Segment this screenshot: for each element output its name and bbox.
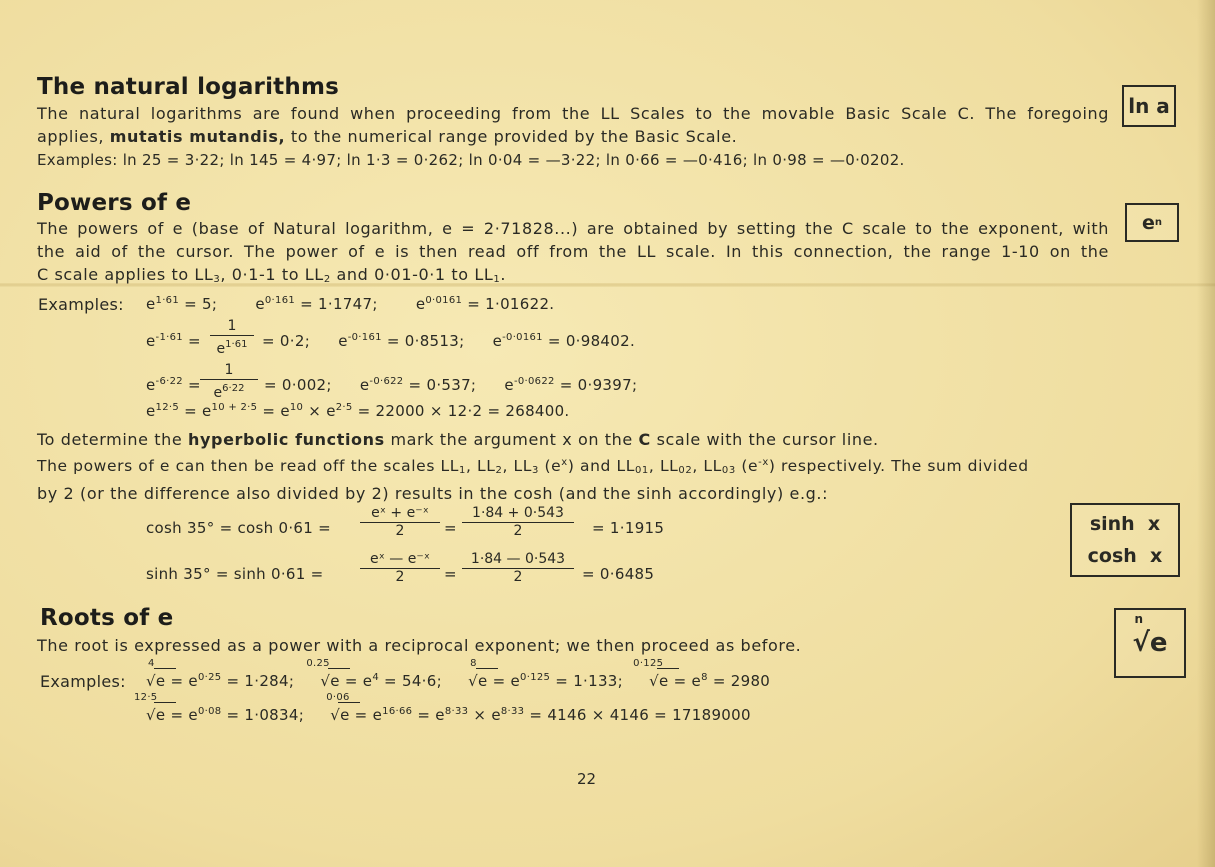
page-number: 22 xyxy=(577,770,597,788)
exp: 8·33 xyxy=(500,706,525,717)
t: , LL xyxy=(692,457,722,475)
sub: 2 xyxy=(323,274,331,285)
exp: -0·161 xyxy=(347,332,382,343)
radical: n √e xyxy=(1132,612,1168,658)
powers-paragraph xyxy=(37,217,1109,291)
box-sinh-cosh xyxy=(1070,503,1180,577)
powers-examples-label: Examples: xyxy=(38,295,124,314)
t: (e xyxy=(538,457,562,475)
exp: -1·61 xyxy=(155,332,183,343)
s: 02 xyxy=(678,465,693,476)
t: = e xyxy=(487,672,521,690)
exp: 0·125 xyxy=(520,672,551,683)
natural-log-examples: Examples: ln 25 = 3·22; ln 145 = 4·97; ln 1·3 = 0·262; ln 0·04 = —3·22; ln 0·66 = —0·416; ln 0·98 = —0·0202. xyxy=(37,151,905,169)
numerator: 1·84 + 0·543 xyxy=(472,505,564,521)
heading-roots-of-e: Roots of e xyxy=(40,605,174,631)
s: 3 xyxy=(532,465,539,476)
base: e xyxy=(146,295,156,313)
s: 1 xyxy=(459,465,466,476)
t: = e xyxy=(349,706,383,724)
result: = 0·2; xyxy=(262,332,311,350)
exp: 6·22 xyxy=(222,383,245,394)
radical: 4 √e xyxy=(146,672,165,690)
t: ) and LL xyxy=(567,457,635,475)
denominator: $e^{6\cdot 22}$ xyxy=(213,383,245,401)
text: and 0·01-0·1 to LL xyxy=(330,265,494,284)
text: . xyxy=(500,265,507,284)
radical: 8 √e xyxy=(468,672,487,690)
roots-line-1: The root is expressed as a power with a reciprocal exponent; we then proceed as before. xyxy=(37,636,802,655)
powers-row-2-rhs: = 0·2; $e^{-0\cdot 161} = 0\cdot 8513$; $e^{-0\cdot 0161} = 0\cdot 98402$. xyxy=(262,332,636,350)
base: e xyxy=(255,295,265,313)
exp: 4 xyxy=(372,672,379,683)
numerator: eˣ + e⁻ˣ xyxy=(371,505,429,521)
result: = 22000 × 12·2 = 268400. xyxy=(352,402,570,420)
powers-row-2-lhs: $e^{-1\cdot 61}$ = xyxy=(146,332,201,350)
radicand: e xyxy=(155,672,166,690)
heading-natural-logarithms: The natural logarithms xyxy=(37,74,340,100)
text: to the numerical range provided by the Basic Scale. xyxy=(290,127,738,146)
exp: 0·08 xyxy=(197,706,222,717)
t: , LL xyxy=(648,457,679,475)
root-index: n xyxy=(1134,612,1144,626)
t: = 1·0834; xyxy=(221,706,305,724)
result: = 0·9397; xyxy=(554,376,638,394)
sub: 3 xyxy=(213,274,221,285)
roots-row-2 xyxy=(134,692,751,724)
t: (e xyxy=(735,457,759,475)
exp: -0·622 xyxy=(369,376,404,387)
denominator: 2 xyxy=(395,569,405,585)
powers-row-3-rhs: = 0·002; $e^{-0\cdot 622} = 0\cdot 537$; $e^{-0\cdot 0622} = 0\cdot 9397$; xyxy=(264,376,638,394)
exp: -0·0622 xyxy=(513,376,555,387)
t: , LL xyxy=(465,457,496,475)
exp: 10 + 2·5 xyxy=(211,402,258,413)
text: mark the argument x on the xyxy=(390,430,633,449)
cosh-lhs: cosh 35° = cosh 0·61 = xyxy=(146,519,332,537)
sinh-fraction-symbolic xyxy=(360,551,440,586)
t: ) respectively. The sum divided xyxy=(768,457,1029,475)
exp: 2·5 xyxy=(335,402,353,413)
cosh-fraction-numeric xyxy=(462,505,574,540)
page-edge-shadow xyxy=(1197,0,1215,867)
powers-line-1: The powers of e (base of Natural logarithm, e = 2·71828...) are obtained by setting the C scale to the exponent, with xyxy=(37,219,1109,238)
hyperbolic-line-2 xyxy=(37,457,1029,475)
mutatis-mutandis: mutatis mutandis, xyxy=(109,127,286,146)
exp: 8 xyxy=(701,672,708,683)
equals: = xyxy=(444,565,457,583)
heading-powers-of-e: Powers of e xyxy=(37,190,192,216)
denominator: 2 xyxy=(395,523,405,539)
exp: 1·61 xyxy=(155,295,179,306)
text: C scale applies to LL xyxy=(37,265,214,284)
radical: 12·5 √e xyxy=(146,706,165,724)
exp: 0·0161 xyxy=(425,295,463,306)
natural-log-line-2 xyxy=(37,127,737,146)
hyperbolic-line-3: by 2 (or the difference also divided by 2) results in the cosh (and the sinh accordingly) e.g.: xyxy=(37,484,829,503)
t: = e xyxy=(165,706,198,724)
equals: = xyxy=(444,519,457,537)
exp: 0·161 xyxy=(264,295,296,306)
s: 2 xyxy=(495,465,503,476)
cosh-result: = 1·1915 xyxy=(592,519,665,537)
sinh-fraction-numeric xyxy=(462,551,574,586)
t: = 1·284; xyxy=(221,672,295,690)
numerator: eˣ — e⁻ˣ xyxy=(370,551,430,567)
numerator: 1·84 — 0·543 xyxy=(470,551,566,567)
t: = 2980 xyxy=(707,672,771,690)
c-scale-bold: C xyxy=(638,430,651,449)
sub: 1 xyxy=(493,274,501,285)
s: x xyxy=(561,457,568,468)
root-index: 0·06 xyxy=(326,692,350,703)
radicand: e xyxy=(330,672,340,690)
t: = e xyxy=(339,672,373,690)
exp: 16·66 xyxy=(382,706,413,717)
result: = 0·98402. xyxy=(542,332,636,350)
hyperbolic-paragraph xyxy=(37,428,1029,505)
radical: 0.25 √e xyxy=(320,672,339,690)
box-line-sinh: sinh x xyxy=(1089,513,1161,535)
t: × e xyxy=(468,706,501,724)
denominator: $e^{1\cdot 61}$ xyxy=(216,339,248,357)
rest: = 5; xyxy=(179,295,218,313)
sinh-result: = 0·6485 xyxy=(582,565,655,583)
fraction-1-over-e161 xyxy=(210,318,254,358)
exp: -0·0161 xyxy=(502,332,543,343)
t: The powers of e can then be read off the scales LL xyxy=(37,457,459,475)
t: = 1·133; xyxy=(550,672,623,690)
exp: 10 xyxy=(289,402,304,413)
exp: -6·22 xyxy=(155,376,183,387)
powers-row-1 xyxy=(146,295,554,313)
roots-row-1 xyxy=(146,658,771,690)
exp: 12·5 xyxy=(155,402,179,413)
radical: 0·125 √e xyxy=(649,672,668,690)
t: , LL xyxy=(502,457,532,475)
radicand: e xyxy=(155,706,166,724)
radicand: e xyxy=(477,672,488,690)
box-line-cosh: cosh x xyxy=(1087,545,1163,567)
denominator: 2 xyxy=(513,569,523,585)
hyperbolic-line-1 xyxy=(37,430,879,449)
radicand: e xyxy=(659,672,669,690)
text: To determine the xyxy=(37,430,183,449)
denominator: 2 xyxy=(513,523,523,539)
result: = 0·002; xyxy=(264,376,332,394)
powers-line-2: the aid of the cursor. The power of e is then read off from the LL scale. In this connection, the range 1-10 on the xyxy=(37,242,1109,261)
text: applies, xyxy=(37,127,105,146)
powers-row-4: $e^{12\cdot 5} = e^{10 + 2\cdot 5} = e^{10} \times e^{2\cdot 5} = 22000 \times 12\cdot 2 = 268400$. xyxy=(146,402,570,420)
exp: 0·25 xyxy=(197,672,222,683)
box-label: ln a xyxy=(1128,94,1170,118)
box-exp: n xyxy=(1154,217,1162,228)
cosh-fraction-symbolic xyxy=(360,505,440,540)
radicand: e xyxy=(340,706,350,724)
natural-log-paragraph xyxy=(37,102,1109,172)
root-index: 0.25 xyxy=(306,658,330,669)
box-ln-a xyxy=(1122,85,1176,127)
roots-examples-label: Examples: xyxy=(40,672,126,691)
radicand: e xyxy=(1149,628,1168,658)
root-index: 4 xyxy=(148,658,155,669)
text: , 0·1-1 to LL xyxy=(220,265,324,284)
s: 03 xyxy=(721,465,736,476)
radical: 0·06 √e xyxy=(330,706,349,724)
rest: = 1·01622. xyxy=(462,295,555,313)
box-e-power-n xyxy=(1125,203,1179,242)
root-index: 0·125 xyxy=(633,658,664,669)
hyperbolic-functions-bold: hyperbolic functions xyxy=(188,430,385,449)
t: = e xyxy=(668,672,702,690)
sinh-lhs: sinh 35° = sinh 0·61 = xyxy=(146,565,324,583)
result: = 0·8513; xyxy=(381,332,465,350)
powers-row-3-lhs: $e^{-6\cdot 22}$ = xyxy=(146,376,201,394)
s: 01 xyxy=(634,465,649,476)
result: = 0·537; xyxy=(403,376,477,394)
natural-log-line-1: The natural logarithms are found when proceeding from the LL Scales to the movable Basic Scale C. The foregoing xyxy=(37,104,1109,123)
box-base: e xyxy=(1141,211,1155,234)
base: e xyxy=(415,295,426,313)
numerator: 1 xyxy=(224,362,234,378)
t: = 4146 × 4146 = 17189000 xyxy=(524,706,751,724)
s: -x xyxy=(758,457,769,468)
numerator: 1 xyxy=(227,318,237,334)
powers-line-3 xyxy=(37,265,506,284)
t: = e xyxy=(165,672,198,690)
box-nth-root-e xyxy=(1114,608,1186,678)
root-index: 8 xyxy=(470,658,477,669)
text: scale with the cursor line. xyxy=(656,430,879,449)
fraction-1-over-e622 xyxy=(200,362,258,402)
exp: 8·33 xyxy=(444,706,469,717)
rest: = 1·1747; xyxy=(295,295,378,313)
t: = e xyxy=(412,706,445,724)
exp: 1·61 xyxy=(225,339,248,350)
root-index: 12·5 xyxy=(134,692,158,703)
t: = 54·6; xyxy=(378,672,442,690)
